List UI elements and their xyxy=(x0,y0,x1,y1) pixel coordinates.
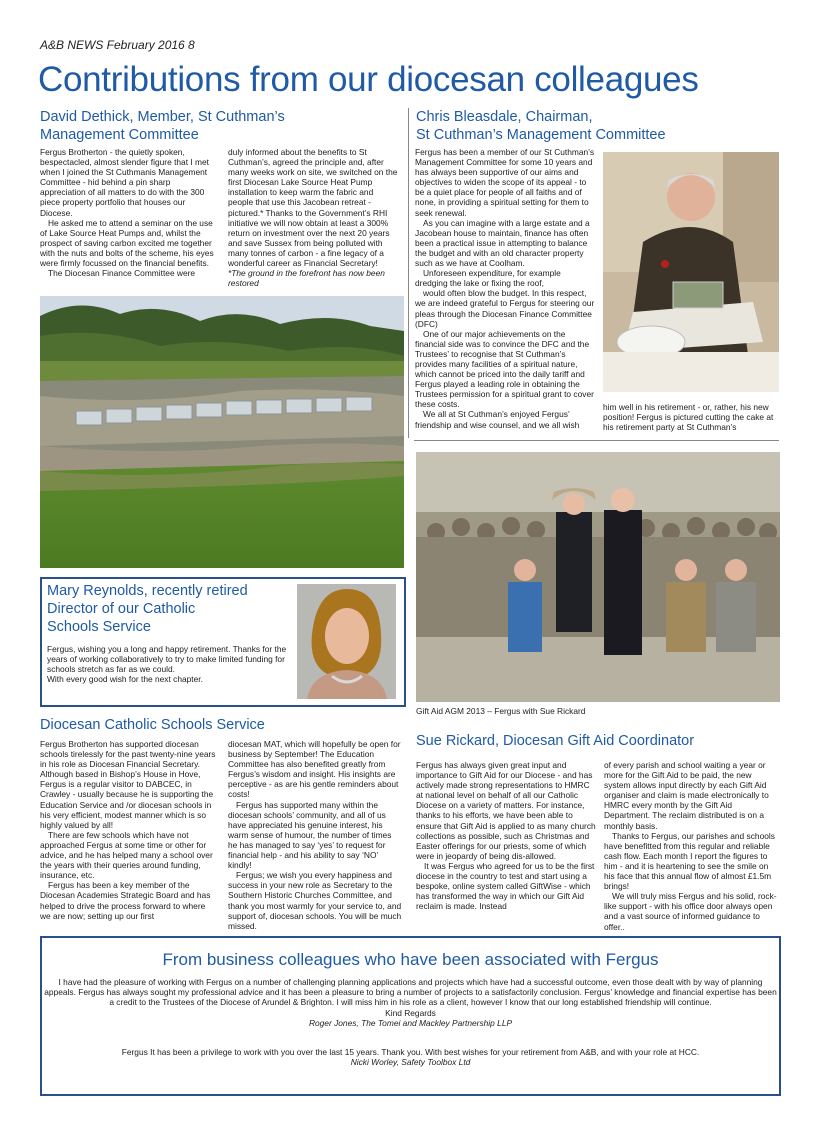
rickard-col1: Fergus has always given great input and importance to Gift Aid for our Diocese - and has actively made strong representations to HMRC at national level on behalf of all our Catholic Diocese on a variety of matters. For instance, thanks to his efforts, we have been able to ensure that Gift Aid is applied to as many church collections as possible, such as Christmas and Easter offerings for our priests, some of which were in jeopardy of being dis-allowed. It was Fergus who agreed for us to be the first diocese in the country to test and start using a bespoke, online system called GiftWise - which has transformed the way in which our Gift Aid reclaim is made. Instead xyxy=(416,760,596,912)
reynolds-photo xyxy=(297,584,396,699)
business-quote1: I have had the pleasure of working with Fergus on a number of challenging planning applications and projects which have had a successful outcome, even those dealt with by way of planning appeals. Fergus has always sought my professional advice and it has been a pleasure to bring a number of projects to a satisfactorily conclusion. Fergus’ knowledge and financial expertise has been a credit to the Trustees of the Diocese of Arundel & Brighton. I will miss him in his role as a client, however I know that our long established friendship will continue. xyxy=(44,977,777,1008)
column-divider xyxy=(408,108,409,438)
reynolds-heading: Mary Reynolds, recently retired Director of our Catholic Schools Service xyxy=(47,583,248,635)
dethick-heading: David Dethick, Member, St Cuthman’s Management Committee xyxy=(40,109,285,143)
business-sig1: Roger Jones, The Tomei and Mackley Partnership LLP xyxy=(308,1018,513,1028)
business-quote2: Fergus It has been a privilege to work with you over the last 15 years. Thank you. With best wishes for your retirement from A&B, and with your role at HCC. xyxy=(121,1047,700,1057)
dethick-col2: duly informed about the benefits to St Cuthman’s, agreed the principle and, after many weeks work on site, we switched on the first Diocesan Lake Source Heat Pump installation to keep warm the fabric and people that use this Jacobean retreat - pictured.* Thanks to the Government’s RHI initiative we will now obtain at least a 300% return on investment over the next 20 years and save Sussex from being polluted with many tonnes of carbon - a fine legacy of a wonderful career as Financial Secretary! *The ground in the forefront has now been restored xyxy=(228,147,398,289)
dcss-heading: Diocesan Catholic Schools Service xyxy=(40,717,265,733)
rickard-heading: Sue Rickard, Diocesan Gift Aid Coordinator xyxy=(416,733,695,749)
page-title: Contributions from our diocesan colleagues xyxy=(38,60,699,99)
business-regards: Kind Regards xyxy=(385,1008,436,1018)
bleasdale-text: Fergus has been a member of our St Cuthman’s Management Committee for some 10 years and has always been supportive of our aims and objectives to widen the scope of its appeal - to be a quiet place for people of all faiths and of none, in providing a spiritual setting for them to seek renewal. As you can imagine with a large estate and a Jacobean house to maintain, finance has often been a practical issue in attempting to balance the budget and with an old character property such as we have at Coolham. Unforeseen expenditure, for example dredging the lake or fixing the roof, would often blow the budget. In this respect, we are indeed grateful to Fergus for steering our pleas through the Diocesan Finance Committee (DFC) One of our major achievements on the financial side was to convince the DFC and the Trustees’ to recognise that St Cuthman’s provides many facilities of a spiritual nature, which cannot be priced into the daily tariff and Fergus played a leading role in obtaining the Trustees permission for a spiritual grant to cover these costs. We all at St Cuthman’s enjoyed Fergus’ friendship and wise counsel, and we all wish xyxy=(415,147,595,430)
lake-photo xyxy=(40,296,404,568)
reynolds-text: Fergus, wishing you a long and happy retirement. Thanks for the years of working collaboratively to try to make limited funding for schools stretch as far as we could. With every good wish for the next chapter. xyxy=(47,644,287,685)
page-header: A&B NEWS February 2016 8 xyxy=(40,38,195,52)
section-divider xyxy=(414,440,779,441)
dcss-col1: Fergus Brotherton has supported diocesan schools tirelessly for the past twenty-nine years in his role as Diocesan Financial Secretary. Although based in Bishop’s House in Hove, Fergus is a regular visitor to DABCEC, in Crawley - usually because he is supporting the Education Service and /or diocesan schools in his very efficient, modest manner which is so highly valued by all! There are few schools which have not approached Fergus at some time or other for advice, and he has helped many a school over the years with their queries around funding, insurance, etc. Fergus has been a key member of the Diocesan Academies Strategic Board and has helped to drive the process forward to where we are now; setting up our first xyxy=(40,739,216,921)
rickard-col2: of every parish and school waiting a year or more for the Gift Aid to be paid, the new system allows input directly by each Gift Aid organiser and claim is made electronically to HMRC every month by the Gift Aid Department. The reclaim distributed is on a monthly basis. Thanks to Fergus, our parishes and schools have benefitted from this regular and reliable cash flow. Each month I report the figures to him - and it is heartening to see the smile on his face that this annual flow of almost £1.5m brings! We will truly miss Fergus and his solid, rock-like support - with his office door always open and a vast source of informed guidance to offer.. xyxy=(604,760,777,932)
giftaid-photo xyxy=(416,452,780,702)
business-sig2: Nicki Worley, Safety Toolbox Ltd xyxy=(350,1057,471,1067)
giftaid-caption: Gift Aid AGM 2013 – Fergus with Sue Rickard xyxy=(416,706,586,716)
dethick-col1: Fergus Brotherton - the quietly spoken, bespectacled, almost slender figure that I met when I joined the St Cuthmanis Management Committee - hid behind a pin sharp appreciation of all matters to do with the 300 piece property portfolio that houses our Diocese. He asked me to attend a seminar on the use of Lake Source Heat Pumps and, whilst the prospect of saving carbon excited me together with the nuts and bolts of the scheme, his eyes were firmly focussed on the financial benefits. The Diocesan Finance Committee were xyxy=(40,147,214,279)
cake-caption: him well in his retirement - or, rather, his new position! Fergus is pictured cutting the cake at his retirement party at St Cuthman’s xyxy=(603,402,774,433)
cake-photo xyxy=(603,152,779,392)
dcss-col2: diocesan MAT, which will hopefully be open for business by September! The Education Committee has also benefited greatly from Fergus’s wisdom and insight. His insights are perceptive - as are his gentle reminders about costs! Fergus has supported many within the diocesan schools’ community, and all of us have appreciated his genuine interest, his warm sense of humour, the number of times he has managed to say ‘yes’ to request for financial help - and his ability to say ‘NO’ kindly! Fergus; we wish you every happiness and success in your new role as Secretary to the Southern Historic Churches Committee, and thank you most warmly for your service to, and support of, diocesan schools. You will be much missed. xyxy=(228,739,402,931)
business-heading: From business colleagues who have been associated with Fergus xyxy=(162,950,659,969)
bleasdale-heading: Chris Bleasdale, Chairman, St Cuthman’s Management Committee xyxy=(416,109,666,143)
